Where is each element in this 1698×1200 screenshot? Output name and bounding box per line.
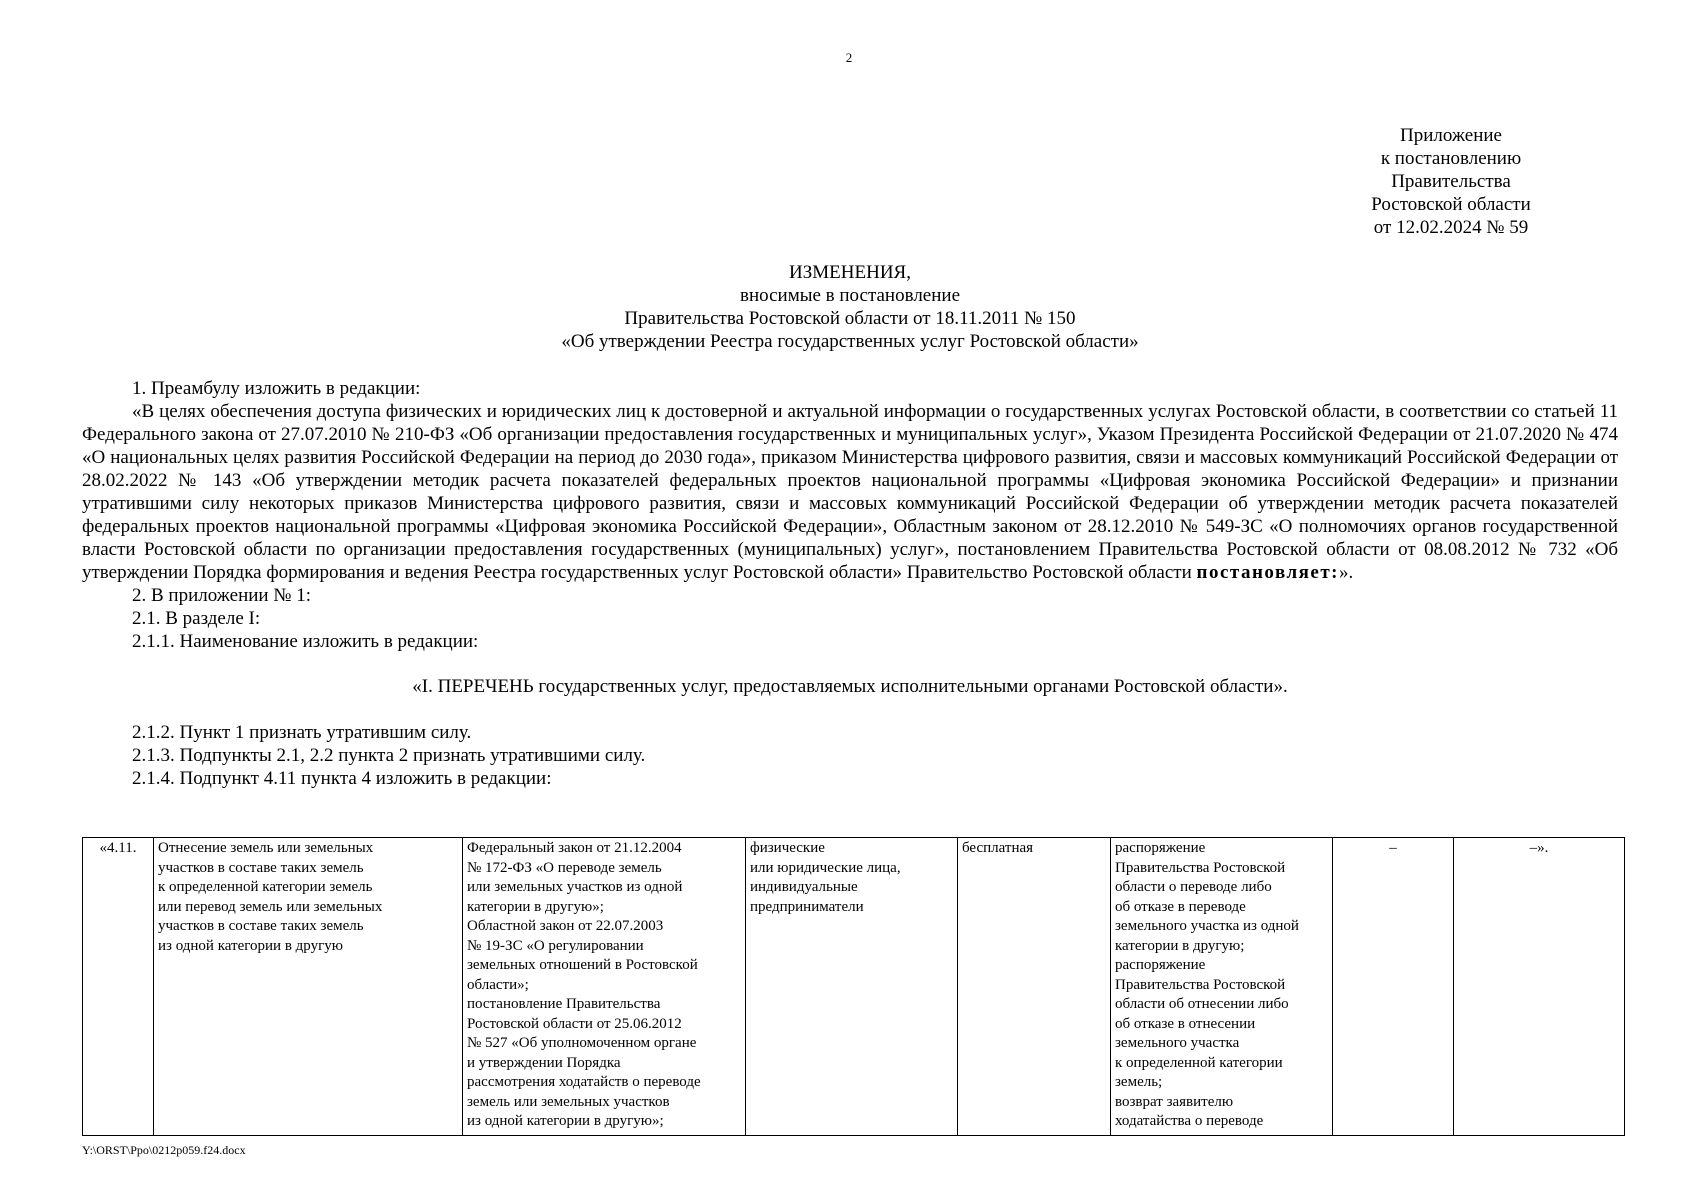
paragraph: 2. В приложении № 1: xyxy=(132,585,311,606)
section-title-quote: «I. ПЕРЕЧЕНЬ государственных услуг, предоставляемых исполнительными органами Ростовской области». xyxy=(412,676,1288,697)
table-cell-number: «4.11. xyxy=(83,838,154,1136)
preamble-end: ». xyxy=(1339,562,1354,583)
paragraph: 2.1.4. Подпункт 4.11 пункта 4 изложить в редакции: xyxy=(132,768,552,789)
document-body xyxy=(82,377,1618,790)
table-cell-service: Отнесение земель или земельных участков в составе таких земель к определенной категории земель или перевод земель или земельных участков в составе таких земель из одной категории в другую xyxy=(154,838,463,1136)
preamble-text: «В целях обеспечения доступа физических и юридических лиц к достоверной и актуальной информации о государственных услугах Ростовской области, в соответствии со статьей 11 Федерального закона от 27.07.2010 № 210-ФЗ «Об организации предоставления государственных и муниципальных услуг», Указом Президента Российской Федерации от 21.07.2020 № 474 «О национальных целях развития Российской Федерации на период до 2030 года», приказом Министерства цифрового развития, связи и массовых коммуникаций Российской Федерации от 28.02.2022 № 143 «Об утверждении методик расчета показателей федеральных проектов национальной программы «Цифровая экономика Российской Федерации» и признании утратившими силу некоторых приказов Министерства цифрового развития, связи и массовых коммуникаций Российской Федерации об утверждении методик расчета показателей федеральных проектов национальной программы «Цифровая экономика Российской Федерации», Областным законом от 28.12.2010 № 549-ЗС «О полномочиях органов государственной власти Ростовской области по организации предоставления государственных (муниципальных) услуг», постановлением Правительства Ростовской области от 08.08.2012 № 732 «Об утверждении Порядка формирования и ведения Реестра государственных услуг Ростовской области» Правительство Ростовской области xyxy=(82,401,1618,583)
appendix-line: Правительства xyxy=(1391,171,1511,192)
appendix-line: к постановлению xyxy=(1380,148,1522,169)
appendix-block xyxy=(1340,124,1562,239)
table-cell-result: распоряжение Правительства Ростовской области о переводе либо об отказе в переводе земельного участка из одной категории в другую; распоряжение Правительства Ростовской области об отнесении либо об отказе в отнесении земельного участка к определенной категории земель; возврат заявителю ходатайства о переводе xyxy=(1111,838,1333,1136)
appendix-line: от 12.02.2024 № 59 xyxy=(1373,217,1529,238)
document-heading xyxy=(82,261,1618,353)
heading-line: вносимые в постановление xyxy=(739,285,961,306)
table-cell-dash: – xyxy=(1333,838,1454,1136)
appendix-line: Приложение xyxy=(1400,125,1502,146)
file-path-footer: Y:\ORST\Ppo\0212p059.f24.docx xyxy=(82,1143,246,1157)
appendix-line: Ростовской области xyxy=(1371,194,1531,215)
preamble-paragraph xyxy=(82,400,1618,584)
amendment-table xyxy=(82,837,1625,1136)
heading-line: «Об утверждении Реестра государственных услуг Ростовской области» xyxy=(561,331,1139,352)
paragraph: 1. Преамбулу изложить в редакции: xyxy=(132,378,421,399)
paragraph: 2.1.3. Подпункты 2.1, 2.2 пункта 2 признать утратившими силу. xyxy=(132,745,646,766)
heading-line: Правительства Ростовской области от 18.11.2011 № 150 xyxy=(624,308,1076,329)
page-number: 2 xyxy=(845,50,853,65)
table-cell-applicants: физические или юридические лица, индивидуальные предприниматели xyxy=(746,838,958,1136)
heading-title: ИЗМЕНЕНИЯ, xyxy=(789,262,911,283)
paragraph: 2.1. В разделе I: xyxy=(132,608,261,629)
paragraph: 2.1.1. Наименование изложить в редакции: xyxy=(132,631,479,652)
table-cell-fee: бесплатная xyxy=(958,838,1111,1136)
paragraph: 2.1.2. Пункт 1 признать утратившим силу. xyxy=(132,722,472,743)
preamble-bold: постановляет: xyxy=(1196,562,1339,583)
table-cell-dash-end: –». xyxy=(1454,838,1625,1136)
table-row xyxy=(83,838,1625,1136)
table-cell-legal-basis: Федеральный закон от 21.12.2004 № 172-ФЗ «О переводе земель или земельных участков из одной категории в другую»; Областной закон от 22.07.2003 № 19-ЗС «О регулировании земельных отношений в Ростовской области»; постановление Правительства Ростовской области от 25.06.2012 № 527 «Об уполномоченном органе и утверждении Порядка рассмотрения ходатайств о переводе земель или земельных участков из одной категории в другую»; xyxy=(463,838,746,1136)
